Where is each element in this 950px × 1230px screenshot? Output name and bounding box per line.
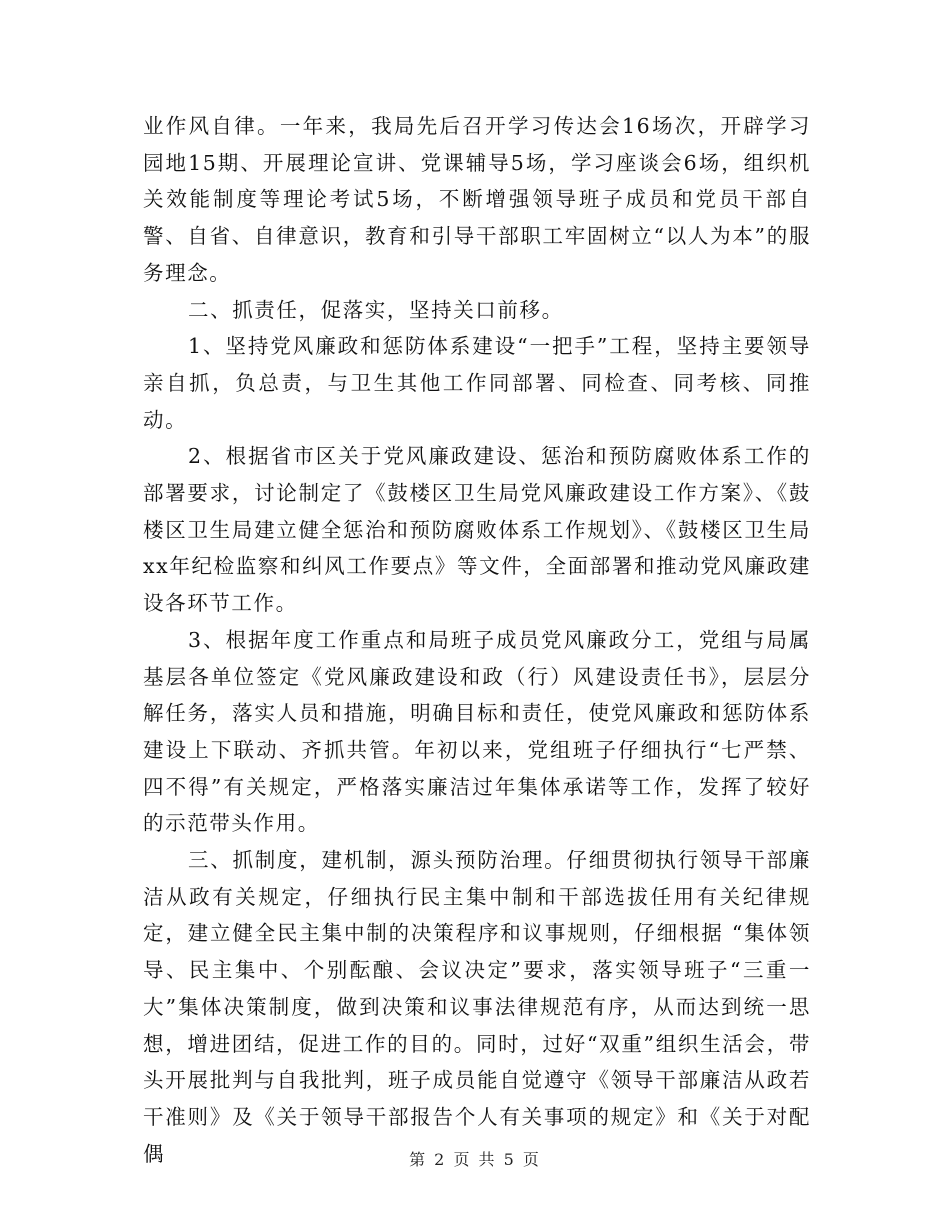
heading-section-two: 二、抓责任，促落实，坚持关口前移。 [188, 297, 564, 322]
paragraph-continued-work-style: 业作风自律。一年来，我局先后召开学习传达会16场次，开辟学习园地15期、开展理论宣讲、党课辅导5场，学习座谈会6场，组织机关效能制度等理论考试5场，不断增强领导班子成员和党员干部自警、自省、自律意识，教育和引导干部职工牢固树立“以人为本”的服务理念。 [143, 114, 811, 285]
paragraph-item-2: 2、根据省市区关于党风廉政建设、惩治和预防腐败体系工作的部署要求，讨论制定了《鼓楼区卫生局党风廉政建设工作方案》、《鼓楼区卫生局建立健全惩治和预防腐败体系工作规划》、《鼓楼区卫生局xx年纪检监察和纠风工作要点》等文件，全面部署和推动党风廉政建设各环节工作。 [143, 444, 811, 616]
document-body [143, 108, 811, 1172]
paragraph-item-1: 1、坚持党风廉政和惩防体系建设“一把手”工程，坚持主要领导亲自抓，负总责，与卫生其他工作同部署、同检查、同考核、同推动。 [143, 334, 811, 432]
page-number-footer: 第 2 页 共 5 页 [409, 1150, 541, 1169]
paragraph-item-3: 3、根据年度工作重点和局班子成员党风廉政分工，党组与局属基层各单位签定《党风廉政建设和政（行）风建设责任书》，层层分解任务，落实人员和措施，明确目标和责任，使党风廉政和惩防体系建设上下联动、齐抓共管。年初以来，党组班子仔细执行“七严禁、四不得”有关规定，严格落实廉洁过年集体承诺等工作，发挥了较好的示范带头作用。 [143, 627, 811, 836]
paragraph-section-three: 三、抓制度，建机制，源头预防治理。仔细贯彻执行领导干部廉洁从政有关规定，仔细执行民主集中制和干部选拔任用有关纪律规定，建立健全民主集中制的决策程序和议事规则，仔细根据 “集体领导、民主集中、个别酝酿、会议决定”要求，落实领导班子“三重一大”集体决策制度，做到决策和议事法律规范有序，从而达到统一思想，增进团结，促进工作的目的。同时，过好“双重”组织生活会，带头开展批判与自我批判，班子成员能自觉遵守《领导干部廉洁从政若干准则》及《关于领导干部报告个人有关事项的规定》和《关于对配偶 [143, 848, 811, 1166]
